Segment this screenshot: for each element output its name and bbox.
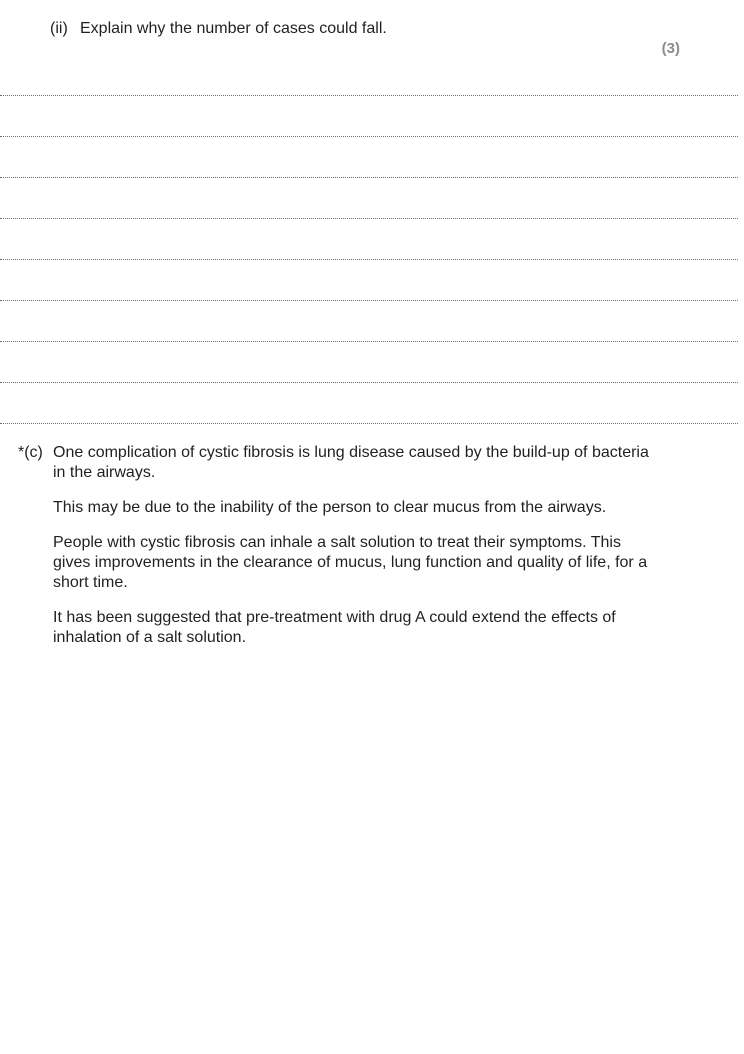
answer-line (0, 136, 738, 137)
question-number: (ii) (50, 20, 68, 37)
answer-line (0, 423, 738, 424)
answer-line (0, 341, 738, 342)
answer-line (0, 218, 738, 219)
paragraph: It has been suggested that pre-treatment with drug A could extend the effects of inhalation of a salt solution. (53, 609, 616, 646)
answer-line (0, 259, 738, 260)
answer-line (0, 300, 738, 301)
question-label: *(c) (18, 444, 43, 461)
marks-indicator: (3) (661, 40, 680, 57)
question-ii (50, 19, 387, 39)
question-c (18, 443, 658, 663)
question-text: Explain why the number of cases could fall. (80, 20, 387, 37)
answer-line (0, 382, 738, 383)
answer-line (0, 177, 738, 178)
paragraph: People with cystic fibrosis can inhale a salt solution to treat their symptoms. This gives improvements in the clearance of mucus, lung function and quality of life, for a short time. (53, 534, 648, 591)
answer-line (0, 95, 738, 96)
paragraph: One complication of cystic fibrosis is lung disease caused by the build-up of bacteria in the airways. (53, 444, 649, 481)
paragraph: This may be due to the inability of the person to clear mucus from the airways. (53, 499, 607, 516)
